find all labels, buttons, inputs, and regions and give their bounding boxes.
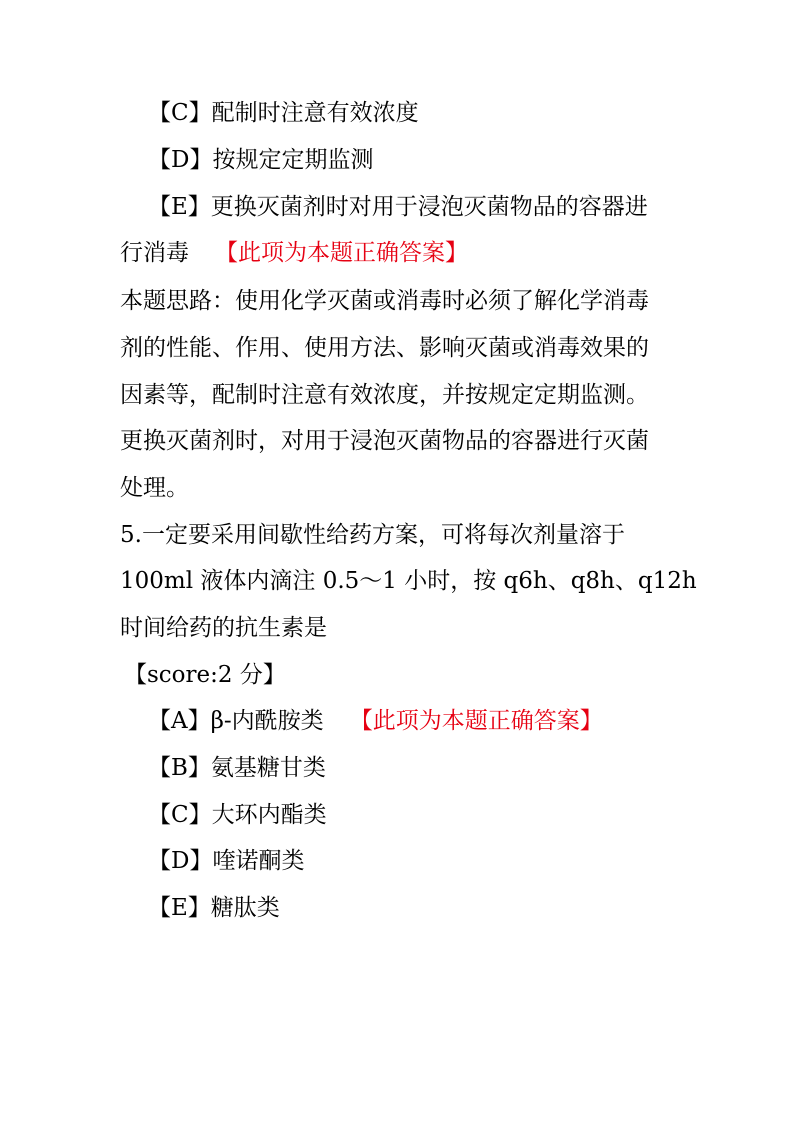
option-b: 【B】氨基糖甘类 — [148, 755, 326, 781]
option-e-text: 行消毒 — [120, 240, 189, 266]
option-e-continued — [120, 230, 468, 276]
explanation-line: 处理。 — [120, 475, 189, 501]
explanation-line: 更换灭菌剂时，对用于浸泡灭菌物品的容器进行灭菌 — [120, 428, 649, 454]
option-e: 【E】更换灭菌剂时对用于浸泡灭菌物品的容器进 — [148, 194, 648, 220]
option-a-text: 【A】β-内酰胺类 — [148, 708, 324, 734]
correct-answer-marker: 【此项为本题正确答案】 — [349, 708, 603, 734]
explanation-line: 剂的性能、作用、使用方法、影响灭菌或消毒效果的 — [120, 335, 649, 361]
question-stem-line: 5.一定要采用间歇性给药方案，可将每次剂量溶于 — [120, 522, 625, 548]
explanation-line: 因素等，配制时注意有效浓度，并按规定定期监测。 — [120, 382, 649, 408]
score-label: 【score:2 分】 — [124, 662, 286, 688]
option-c: 【C】大环内酯类 — [148, 802, 327, 828]
question-stem-line: 时间给药的抗生素是 — [120, 615, 327, 641]
option-d: 【D】按规定定期监测 — [148, 147, 374, 173]
option-d: 【D】喹诺酮类 — [148, 848, 305, 874]
option-c: 【C】配制时注意有效浓度 — [148, 100, 419, 126]
option-a — [148, 698, 603, 744]
correct-answer-marker: 【此项为本题正确答案】 — [215, 240, 468, 266]
option-e: 【E】糖肽类 — [148, 895, 280, 921]
explanation-line: 本题思路：使用化学灭菌或消毒时必须了解化学消毒 — [120, 288, 649, 314]
question-stem-line: 100ml 液体内滴注 0.5～1 小时，按 q6h、q8h、q12h — [120, 568, 697, 594]
